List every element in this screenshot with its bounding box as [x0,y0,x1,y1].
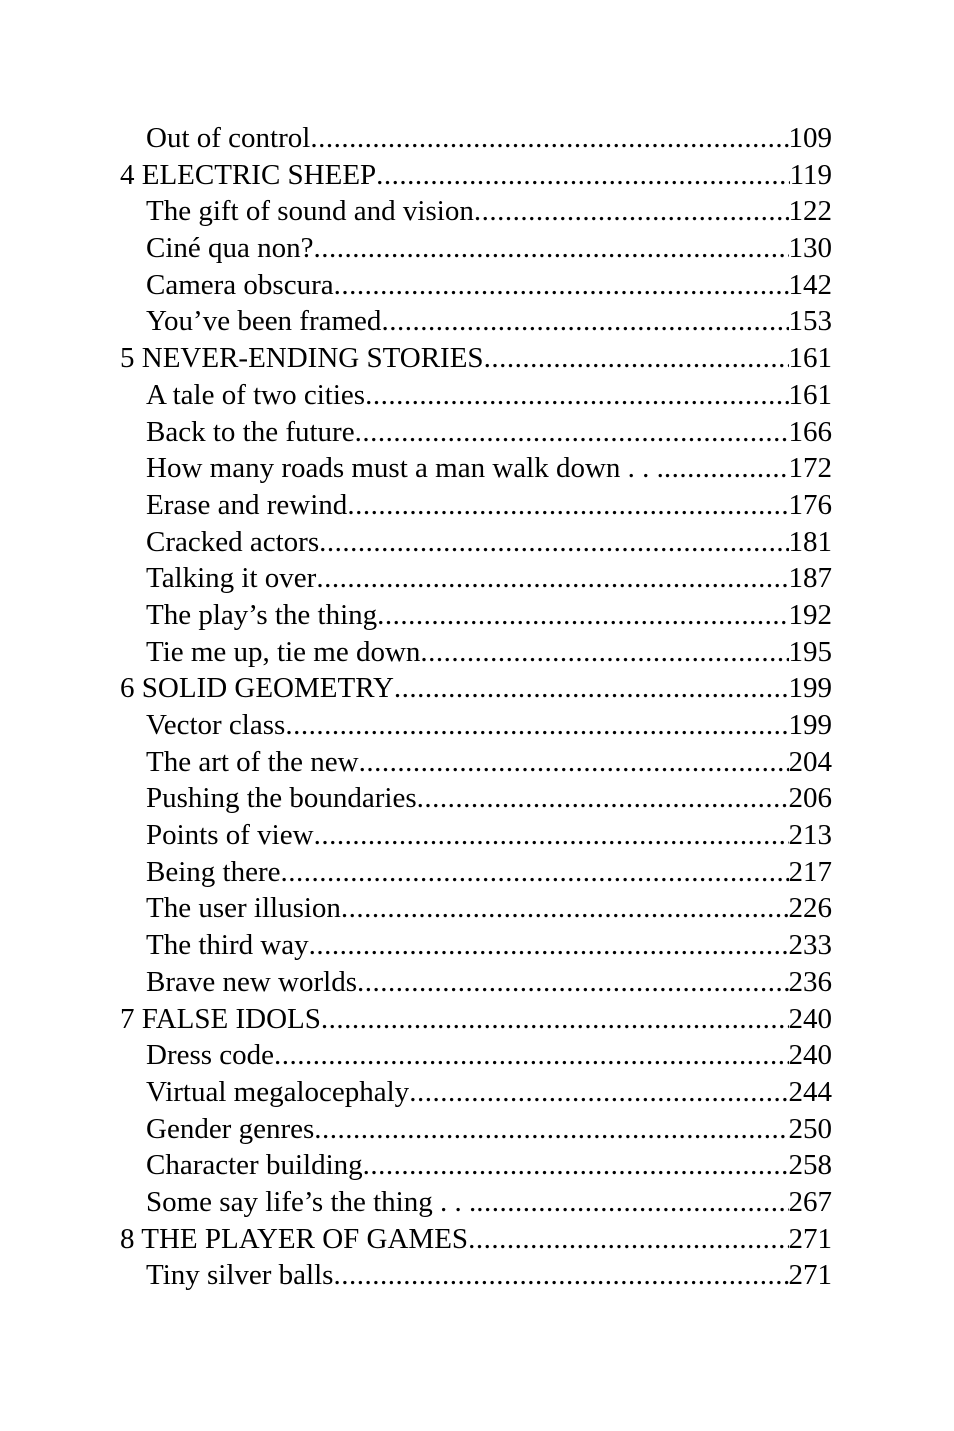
dot-leader [474,193,789,230]
toc-entry-title: The gift of sound and vision [146,195,474,228]
toc-entry-page-number: 122 [788,195,832,228]
toc-section-entry [120,1257,832,1294]
dot-leader [316,560,788,597]
dot-leader [357,964,788,1001]
toc-entry-title: Talking it over [146,562,317,595]
toc-section-entry [120,927,832,964]
toc-section-entry [120,560,832,597]
toc-entry-page-number: 217 [788,855,832,888]
toc-entry-page-number: 250 [788,1112,832,1145]
toc-section-entry [120,524,832,561]
toc-entry-page-number: 199 [788,709,832,741]
toc-entry-title: Out of control [146,122,311,154]
dot-leader [363,1147,789,1184]
toc-entry-page-number: 271 [788,1222,832,1255]
toc-section-entry [120,414,832,451]
toc-entry-title: Tiny silver balls [146,1259,334,1292]
toc-entry-page-number: 233 [788,929,832,962]
dot-leader [468,1221,788,1258]
toc-entry-page-number: 206 [788,782,832,815]
toc-entry-page-number: 119 [789,158,832,191]
dot-leader [409,1074,788,1111]
toc-section-entry [120,780,832,817]
toc-section-entry [120,744,832,781]
dot-leader [484,340,789,377]
dot-leader [377,597,788,634]
dot-leader [314,230,789,267]
toc-entry-page-number: 236 [788,965,832,998]
dot-leader [365,377,788,414]
toc-entry-page-number: 192 [788,598,832,631]
toc-entry-title: 6 SOLID GEOMETRY [120,672,394,705]
dot-leader [420,634,788,671]
toc-entry-page-number: 187 [788,562,832,595]
toc-section-entry [120,1147,832,1184]
toc-section-entry [120,1184,832,1221]
toc-entry-page-number: 244 [788,1075,832,1108]
toc-section-entry [120,267,832,304]
toc-entry-page-number: 153 [788,305,832,338]
toc-section-entry [120,450,832,487]
toc-entry-title: Back to the future [146,415,355,448]
toc-entry-page-number: 166 [788,415,832,448]
dot-leader [334,267,789,304]
dot-leader [321,1001,789,1038]
dot-leader [417,780,789,817]
toc-entry-title: The user illusion [146,892,341,925]
toc-section-entry [120,487,832,524]
toc-entry-title: Cracked actors [146,525,320,558]
toc-section-entry [120,193,832,230]
toc-entry-page-number: 176 [788,488,832,521]
toc-entry-page-number: 199 [788,672,832,705]
dot-leader [314,817,789,854]
toc-entry-page-number: 267 [788,1185,832,1218]
toc-entry-page-number: 258 [788,1149,832,1182]
toc-chapter-entry [120,1001,832,1038]
toc-entry-title: Ciné qua non? [146,232,314,265]
toc-entry-page-number: 226 [788,892,832,925]
toc-section-entry [120,817,832,854]
dot-leader [376,157,789,194]
toc-section-entry [120,303,832,340]
dot-leader [319,524,788,561]
toc-section-entry [120,1074,832,1111]
toc-entry-title: Vector class [146,709,286,741]
toc-section-entry [120,964,832,1001]
toc-entry-title: The play’s the thing [146,598,378,631]
toc-entry-page-number: 240 [788,1039,832,1072]
toc-entry-title: 5 NEVER-ENDING STORIES [120,342,484,375]
toc-entry-title: Dress code [146,1039,275,1072]
toc-chapter-entry [120,157,832,194]
toc-section-entry [120,890,832,927]
toc-chapter-entry [120,1221,832,1258]
dot-leader [309,927,789,964]
dot-leader [341,890,789,927]
toc-section-entry [120,377,832,414]
toc-chapter-entry [120,340,832,377]
toc-entry-title: The art of the new [146,745,359,778]
dot-leader [664,450,789,487]
toc-entry-page-number: 130 [788,232,832,265]
toc-entry-page-number: 172 [788,452,832,485]
toc-entry-title: Tie me up, tie me down [146,635,421,668]
toc-entry-title: 7 FALSE IDOLS [120,1002,321,1035]
dot-leader [476,1184,788,1221]
toc-entry-title: Pushing the boundaries [146,782,417,815]
toc-entry-page-number: 195 [788,635,832,668]
toc-entry-title: Erase and rewind [146,488,348,521]
toc-entry-page-number: 109 [788,122,832,154]
toc-entry-title: The third way [146,929,309,962]
toc-entry-page-number: 161 [788,378,832,411]
dot-leader [381,303,788,340]
toc-entry-title: Virtual megalocephaly [146,1075,410,1108]
dot-leader [359,744,789,781]
toc-section-entry [120,634,832,671]
toc-entry-page-number: 161 [788,342,832,375]
toc-entry-title: 4 ELECTRIC SHEEP [120,158,377,191]
dot-leader [285,707,788,744]
toc-entry-title: How many roads must a man walk down . . . [146,452,664,485]
toc-section-entry [120,230,832,267]
toc-entry-page-number: 271 [788,1259,832,1292]
dot-leader [347,487,788,524]
toc-section-entry [120,120,832,157]
dot-leader [314,1111,788,1148]
toc-entry-title: You’ve been framed [146,305,382,338]
dot-leader [394,670,789,707]
dot-leader [333,1257,788,1294]
table-of-contents [120,120,832,1294]
toc-entry-page-number: 240 [788,1002,832,1035]
dot-leader [274,1037,788,1074]
dot-leader [310,120,788,157]
toc-entry-title: Gender genres [146,1112,315,1145]
toc-section-entry [120,854,832,891]
dot-leader [280,854,788,891]
toc-entry-title: Character building [146,1149,363,1182]
toc-section-entry [120,707,832,744]
toc-entry-title: Brave new worlds [146,965,358,998]
dot-leader [355,414,789,451]
toc-entry-title: 8 THE PLAYER OF GAMES [120,1222,469,1255]
toc-entry-title: Some say life’s the thing . . . [146,1185,477,1218]
toc-entry-page-number: 213 [788,819,832,852]
toc-entry-title: Camera obscura [146,268,334,301]
toc-entry-page-number: 181 [788,525,832,558]
toc-entry-title: Points of view [146,819,314,852]
toc-chapter-entry [120,670,832,707]
toc-entry-title: A tale of two cities [146,378,366,411]
toc-section-entry [120,1037,832,1074]
toc-section-entry [120,1111,832,1148]
toc-section-entry [120,597,832,634]
toc-entry-page-number: 204 [788,745,832,778]
toc-entry-page-number: 142 [788,268,832,301]
toc-entry-title: Being there [146,855,281,888]
